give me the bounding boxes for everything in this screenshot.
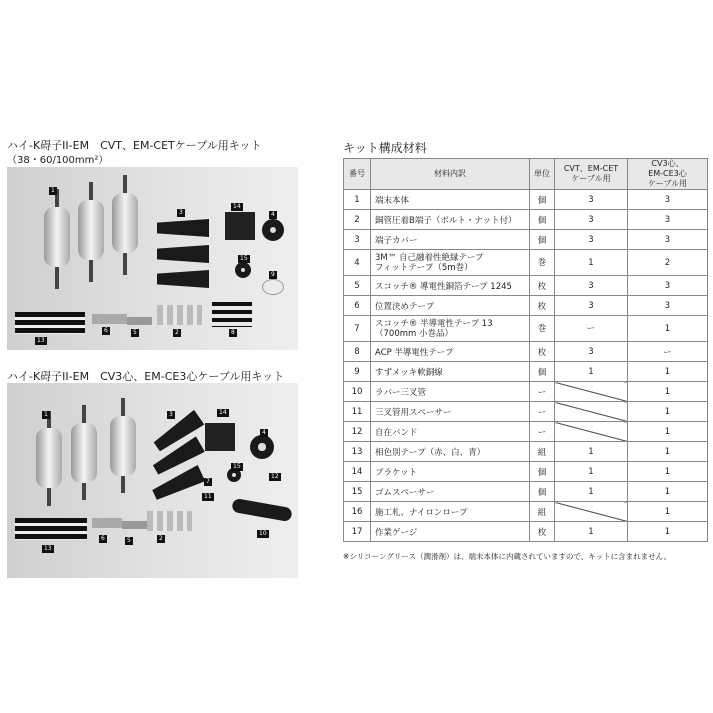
cvt-qty [555, 402, 628, 422]
unit: 個 [530, 362, 555, 382]
part-label: 6 [104, 327, 108, 334]
material-name: 作業ゲージ [371, 522, 530, 542]
part-label: 4 [262, 429, 266, 436]
part-label: 12 [271, 473, 279, 480]
part-label: 7 [206, 478, 210, 485]
row-number: 12 [344, 422, 371, 442]
row-number: 13 [344, 442, 371, 462]
column-header: 単位 [530, 159, 555, 190]
unit: 巻 [530, 316, 555, 342]
cvt-qty: 3 [555, 230, 628, 250]
cvt-qty: 3 [555, 296, 628, 316]
cv3-qty: 3 [628, 210, 708, 230]
cvt-qty: 1 [555, 462, 628, 482]
kit1-photo [7, 167, 298, 350]
unit: 個 [530, 230, 555, 250]
unit: ー [530, 422, 555, 442]
kit-materials-table [343, 158, 708, 542]
row-number: 7 [344, 316, 371, 342]
part-label: 10 [259, 530, 267, 537]
part-label: 4 [271, 211, 275, 218]
row-number: 16 [344, 502, 371, 522]
unit: 枚 [530, 522, 555, 542]
row-number: 2 [344, 210, 371, 230]
unit: 枚 [530, 276, 555, 296]
cvt-qty: 1 [555, 522, 628, 542]
cv3-qty: 1 [628, 522, 708, 542]
unit: 個 [530, 210, 555, 230]
part-label: 14 [233, 203, 241, 210]
cv3-qty: 3 [628, 276, 708, 296]
kit2-title: ハイ-K碍子II-EM CV3心、EM-CE3心ケーブル用キット [7, 370, 285, 383]
table-row [344, 362, 708, 382]
cv3-qty: 1 [628, 382, 708, 402]
cvt-qty [555, 422, 628, 442]
cv3-qty: 1 [628, 402, 708, 422]
part-label: 11 [204, 493, 212, 500]
part-label: 15 [240, 255, 248, 262]
cvt-qty: 3 [555, 210, 628, 230]
material-name: 銅管圧着B端子（ボルト・ナット付） [371, 210, 530, 230]
row-number: 1 [344, 190, 371, 210]
unit: 組 [530, 442, 555, 462]
table-row [344, 382, 708, 402]
table-row [344, 422, 708, 442]
table-row [344, 210, 708, 230]
cvt-qty: 1 [555, 482, 628, 502]
cv3-qty: 3 [628, 296, 708, 316]
cv3-qty: 1 [628, 482, 708, 502]
table-row [344, 190, 708, 210]
row-number: 15 [344, 482, 371, 502]
table-row [344, 402, 708, 422]
row-number: 8 [344, 342, 371, 362]
material-name: 三叉管用スペーサー [371, 402, 530, 422]
part-label: 1 [44, 411, 48, 418]
cv3-qty: 1 [628, 422, 708, 442]
material-name: 施工札、ナイロンロープ [371, 502, 530, 522]
unit: 枚 [530, 296, 555, 316]
cvt-qty [555, 382, 628, 402]
table-row [344, 502, 708, 522]
material-name: 端子カバー [371, 230, 530, 250]
unit: ー [530, 402, 555, 422]
row-number: 9 [344, 362, 371, 382]
material-name: ACP 半導電性テープ [371, 342, 530, 362]
table-row [344, 316, 708, 342]
table-row [344, 276, 708, 296]
cv3-qty: 1 [628, 442, 708, 462]
column-header: 番号 [344, 159, 371, 190]
cv3-qty: ー [628, 342, 708, 362]
part-label: 13 [44, 545, 52, 552]
material-name: スコッチ® 半導電性テープ 13 （700mm 小巻品） [371, 316, 530, 342]
unit: 個 [530, 482, 555, 502]
unit: ー [530, 382, 555, 402]
table-row [344, 342, 708, 362]
row-number: 3 [344, 230, 371, 250]
part-label: 13 [37, 337, 45, 344]
row-number: 4 [344, 250, 371, 276]
table-row [344, 442, 708, 462]
table-title: キット構成材料 [343, 141, 427, 155]
material-name: 自在バンド [371, 422, 530, 442]
column-header: 材料内訳 [371, 159, 530, 190]
material-name: すずメッキ軟銅線 [371, 362, 530, 382]
material-name: ラバー三叉管 [371, 382, 530, 402]
material-name: ブラケット [371, 462, 530, 482]
row-number: 14 [344, 462, 371, 482]
part-label: 9 [271, 271, 275, 278]
cvt-qty: 3 [555, 276, 628, 296]
row-number: 17 [344, 522, 371, 542]
kit1-subtitle: （38・60/100mm²） [7, 155, 109, 166]
cv3-qty: 2 [628, 250, 708, 276]
table-row [344, 250, 708, 276]
part-label: 1 [51, 187, 55, 194]
material-name: スコッチ® 導電性銅箔テープ 1245 [371, 276, 530, 296]
cvt-qty [555, 502, 628, 522]
material-name: 端末本体 [371, 190, 530, 210]
part-label: 3 [169, 411, 173, 418]
part-label: 6 [101, 535, 105, 542]
unit: 組 [530, 502, 555, 522]
column-header: CVT、EM-CET ケーブル用 [555, 159, 628, 190]
cvt-qty: ー [555, 316, 628, 342]
part-label: 14 [219, 409, 227, 416]
unit: 個 [530, 462, 555, 482]
cvt-qty: 3 [555, 190, 628, 210]
cvt-qty: 1 [555, 442, 628, 462]
cv3-qty: 1 [628, 502, 708, 522]
part-label: 15 [233, 463, 241, 470]
table-row [344, 482, 708, 502]
table-row [344, 296, 708, 316]
table-row [344, 230, 708, 250]
row-number: 6 [344, 296, 371, 316]
row-number: 11 [344, 402, 371, 422]
part-label: 8 [231, 329, 235, 336]
cvt-qty: 1 [555, 362, 628, 382]
cv3-qty: 3 [628, 190, 708, 210]
part-label: 2 [175, 329, 179, 336]
material-name: 3M™ 自己融着性絶縁テープ フィットテープ（5m巻） [371, 250, 530, 276]
footnote: ※シリコーングリース（潤滑剤）は、端末本体に内蔵されていますので、キットに含まれません。 [343, 552, 672, 561]
cvt-qty: 3 [555, 342, 628, 362]
cv3-qty: 1 [628, 462, 708, 482]
unit: 個 [530, 190, 555, 210]
material-name: 位置決めテープ [371, 296, 530, 316]
table-row [344, 522, 708, 542]
row-number: 10 [344, 382, 371, 402]
part-label: 5 [133, 329, 137, 336]
material-name: 相色別テープ（赤、白、青） [371, 442, 530, 462]
unit: 巻 [530, 250, 555, 276]
part-label: 5 [127, 537, 131, 544]
material-name: ゴムスペーサー [371, 482, 530, 502]
kit1-title: ハイ-K碍子II-EM CVT、EM-CETケーブル用キット [7, 139, 262, 152]
unit: 枚 [530, 342, 555, 362]
row-number: 5 [344, 276, 371, 296]
table-row [344, 462, 708, 482]
kit2-photo [7, 383, 298, 578]
cv3-qty: 1 [628, 362, 708, 382]
cv3-qty: 1 [628, 316, 708, 342]
part-label: 3 [179, 209, 183, 216]
part-label: 2 [159, 535, 163, 542]
column-header: CV3心、 EM-CE3心 ケーブル用 [628, 159, 708, 190]
cvt-qty: 1 [555, 250, 628, 276]
cv3-qty: 3 [628, 230, 708, 250]
